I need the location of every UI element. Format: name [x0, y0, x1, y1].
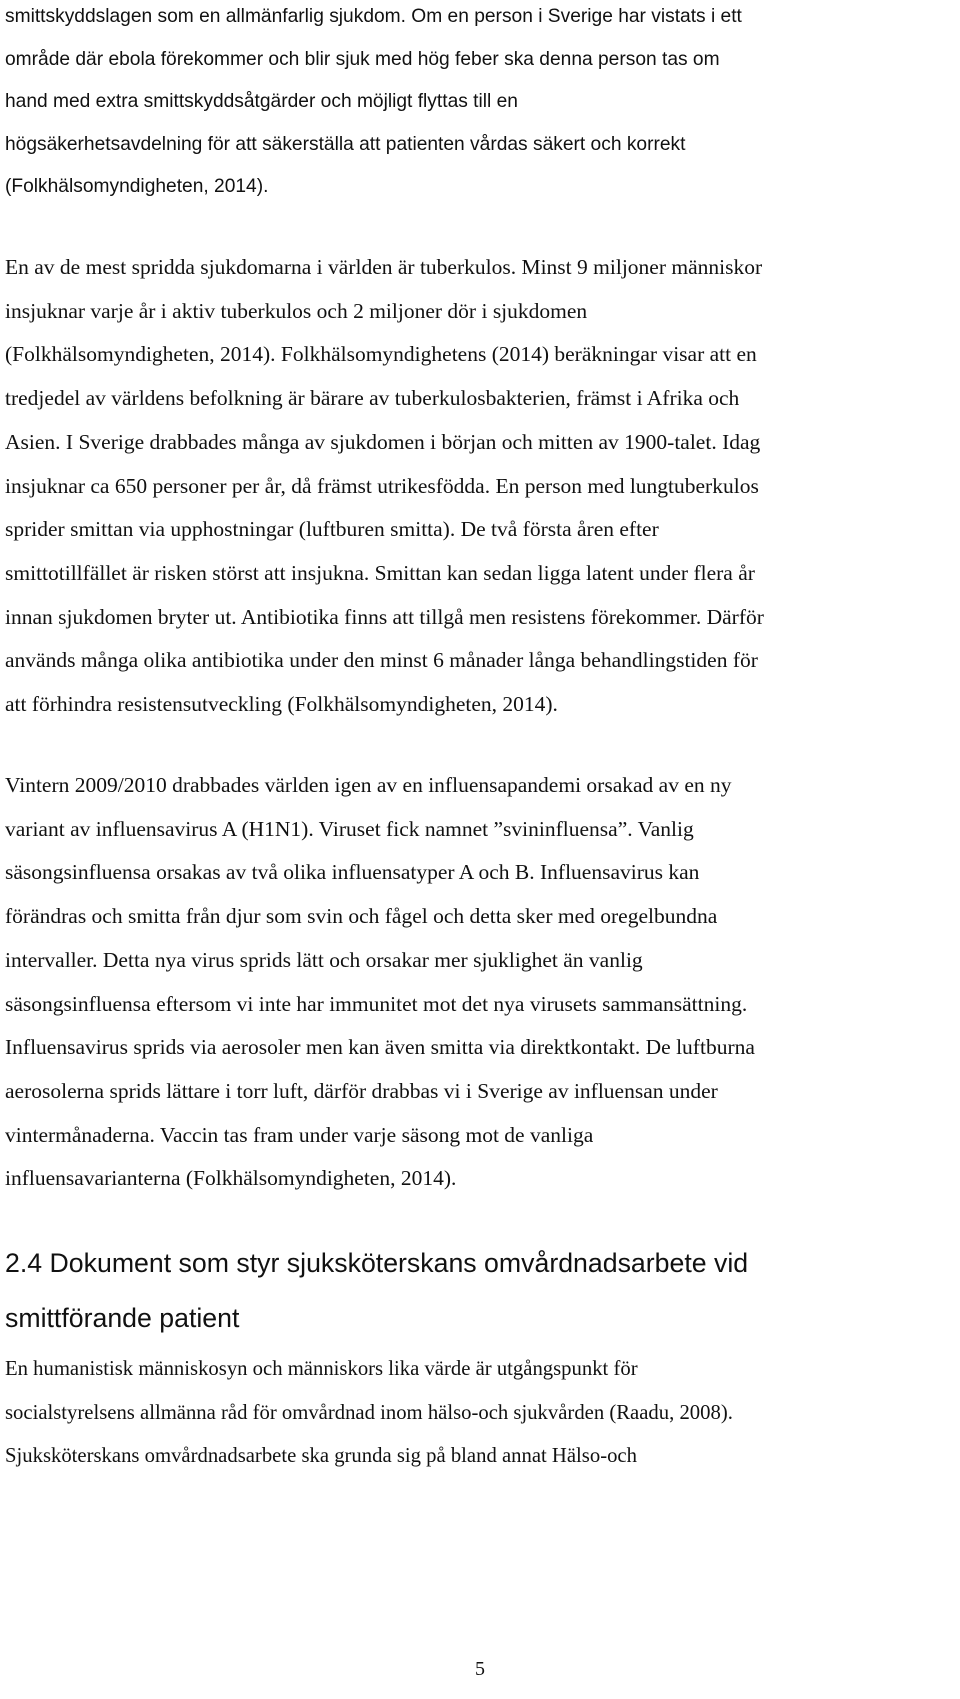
text-line: insjuknar ca 650 personer per år, då främst utrikesfödda. En person med lungtuberkulos — [5, 473, 759, 498]
text-line: hand med extra smittskyddsåtgärder och möjligt flyttas till en — [5, 91, 518, 113]
page-number: 5 — [475, 1658, 485, 1680]
text-line: förändras och smitta från djur som svin och fågel och detta sker med oregelbundna — [5, 904, 718, 929]
text-line: insjuknar varje år i aktiv tuberkulos och 2 miljoner dör i sjukdomen — [5, 298, 588, 323]
heading-line: 2.4 Dokument som styr sjuksköterskans omvårdnadsarbete vid — [5, 1248, 749, 1278]
text-line: säsongsinfluensa eftersom vi inte har immunitet mot det nya virusets sammansättning. — [5, 991, 748, 1016]
text-line: Sjuksköterskans omvårdnadsarbete ska grunda sig på bland annat Hälso-och — [5, 1445, 637, 1467]
text-line: aerosolerna sprids lättare i torr luft, därför drabbas vi i Sverige av influensan under — [5, 1078, 718, 1103]
text-line: smittotillfället är risken störst att insjukna. Smittan kan sedan ligga latent under flera år — [5, 560, 755, 585]
text-line: område där ebola förekommer och blir sjuk med hög feber ska denna person tas om — [5, 48, 720, 70]
paragraph-ebola — [5, 0, 953, 209]
text-line: Influensavirus sprids via aerosoler men kan även smitta via direktkontakt. De luftburna — [5, 1035, 755, 1060]
heading-line: smittförande patient — [5, 1303, 240, 1333]
text-line: Vintern 2009/2010 drabbades världen igen av en influensapandemi orsakad av en ny — [5, 773, 732, 797]
text-line: En humanistisk människosyn och människors lika värde är utgångspunkt för — [5, 1358, 638, 1380]
section-heading — [5, 1236, 953, 1346]
text-line: vintermånaderna. Vaccin tas fram under varje säsong mot de vanliga — [5, 1122, 594, 1147]
paragraph-nursing-documents — [5, 1348, 953, 1479]
paragraph-influenza — [5, 764, 953, 1201]
paragraph-tuberculosis — [5, 246, 953, 727]
text-line: socialstyrelsens allmänna råd för omvårdnad inom hälso-och sjukvården (Raadu, 2008). — [5, 1401, 733, 1424]
text-line: tredjedel av världens befolkning är bärare av tuberkulosbakterien, främst i Afrika och — [5, 386, 740, 411]
text-line: att förhindra resistensutveckling (Folkhälsomyndigheten, 2014). — [5, 692, 558, 717]
text-line: används många olika antibiotika under den minst 6 månader långa behandlingstiden för — [5, 648, 758, 673]
text-line: influensavarianterna (Folkhälsomyndigheten, 2014). — [5, 1166, 457, 1191]
text-line: säsongsinfluensa orsakas av två olika influensatyper A och B. Influensavirus kan — [5, 860, 700, 885]
text-line: (Folkhälsomyndigheten, 2014). — [5, 176, 269, 198]
text-line: En av de mest spridda sjukdomarna i världen är tuberkulos. Minst 9 miljoner människor — [5, 255, 763, 279]
text-line: innan sjukdomen bryter ut. Antibiotika finns att tillgå men resistens förekommer. Därför — [5, 604, 764, 629]
text-line: Asien. I Sverige drabbades många av sjukdomen i början och mitten av 1900-talet. Idag — [5, 429, 761, 454]
text-line: sprider smittan via upphostningar (luftburen smitta). De två första åren efter — [5, 517, 659, 542]
text-line: högsäkerhetsavdelning för att säkerställa att patienten vårdas säkert och korrekt — [5, 133, 686, 155]
text-line: intervaller. Detta nya virus sprids lätt och orsakar mer sjuklighet än vanlig — [5, 947, 643, 972]
text-line: variant av influensavirus A (H1N1). Viruset fick namnet ”svininfluensa”. Vanlig — [5, 816, 694, 841]
text-line: smittskyddslagen som en allmänfarlig sjukdom. Om en person i Sverige har vistats i ett — [5, 6, 742, 27]
text-line: (Folkhälsomyndigheten, 2014). Folkhälsomyndighetens (2014) beräkningar visar att en — [5, 342, 757, 367]
